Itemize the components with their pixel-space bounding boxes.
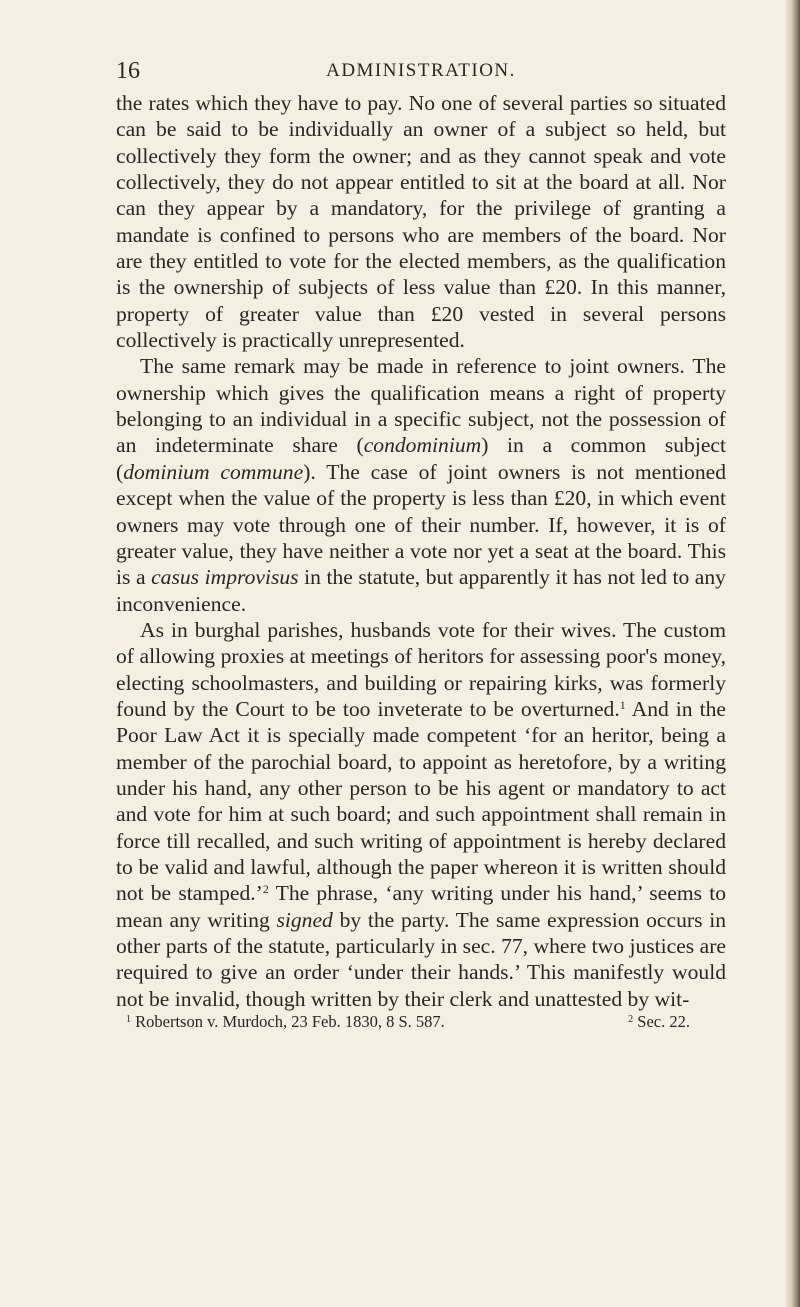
text-run: The phrase, ‘any writing under his hand,’ seems to mean any writing — [116, 881, 726, 932]
italic-term: dominium commune — [123, 459, 304, 484]
text-run: As in burghal parishes, husbands vote for their wives. The custom of allowing proxies at meetings of heritors for assessing poor's money, electing schoolmasters, and building or repairing kirks, was formerly found by the Court to be too inveterate to be overturned. — [116, 617, 726, 721]
footnote-2 — [628, 1012, 690, 1032]
text-run: And in the Poor Law Act it is specially made competent ‘for an heritor, being a member of the parochial board, to appoint as heretofore, by a writing under his hand, any other person to be his agent or mandatory to act and vote for him at such board; and such appointment shall remain in force till recalled, and such writing of appointment is hereby declared to be valid and lawful, although the paper whereon it is written should not be stamped.’ — [116, 696, 727, 906]
italic-term: casus improvisus — [151, 565, 299, 590]
running-head: ADMINISTRATION. — [326, 60, 516, 81]
footnote-mark-1: 1 — [126, 1014, 131, 1026]
footnote-ref-1: 1 — [619, 697, 626, 712]
page-edge-shadow — [786, 0, 800, 1307]
footnote-text-2: Sec. 22. — [633, 1012, 690, 1032]
paragraph-1: the rates which they have to pay. No one of several parties so situated can be said to be individually an owner of a subject so held, but collectively they form the owner; and as they cannot speak and vote collectively, they do not appear entitled to sit at the board at all. Nor can they appear by a mandatory, for the privilege of granting a mandate is confined to persons who are members of the board. Nor are they entitled to vote for the elected members, as the qualification is the ownership of subjects of less value than £20. In this manner, property of greater value than £20 vested in several persons collectively is practically unrepresented. — [116, 91, 726, 353]
book-page — [116, 0, 726, 1032]
italic-term: signed — [276, 907, 333, 932]
page-header — [116, 0, 726, 90]
footnote-ref-2: 2 — [262, 882, 269, 897]
footnote-1 — [126, 1012, 445, 1032]
body-text — [116, 90, 726, 1012]
footnote-text-1: Robertson v. Murdoch, 23 Feb. 1830, 8 S. 587. — [131, 1012, 445, 1032]
text-run: ). The case of joint owners is not mentioned except when the value of the property is less than £20, in which event owners may vote through one of their number. If, however, it is of greater value, they have neither a vote nor yet a seat at the board. This is a — [116, 459, 726, 590]
footnotes — [116, 1012, 726, 1032]
paragraph-2 — [116, 353, 726, 616]
text-run: by the party. The same expression occurs in other parts of the statute, particularly in sec. 77, where two justices are required to give an order ‘under their hands.’ This manifestly would not be invalid, though written by their clerk and unattested by wit- — [116, 907, 726, 1011]
text-run: ) in a common subject ( — [116, 433, 726, 484]
text-run: The same remark may be made in reference to joint owners. The ownership which gives the qualification means a right of property belonging to an individual in a specific subject, not the possession of an indeterminate share ( — [116, 354, 726, 458]
paragraph-3 — [116, 617, 726, 1012]
page-number: 16 — [116, 58, 140, 84]
text-run: in the statute, but apparently it has not led to any inconvenience. — [116, 565, 726, 616]
footnote-mark-2: 2 — [628, 1014, 634, 1026]
italic-term: condominium — [363, 433, 482, 458]
